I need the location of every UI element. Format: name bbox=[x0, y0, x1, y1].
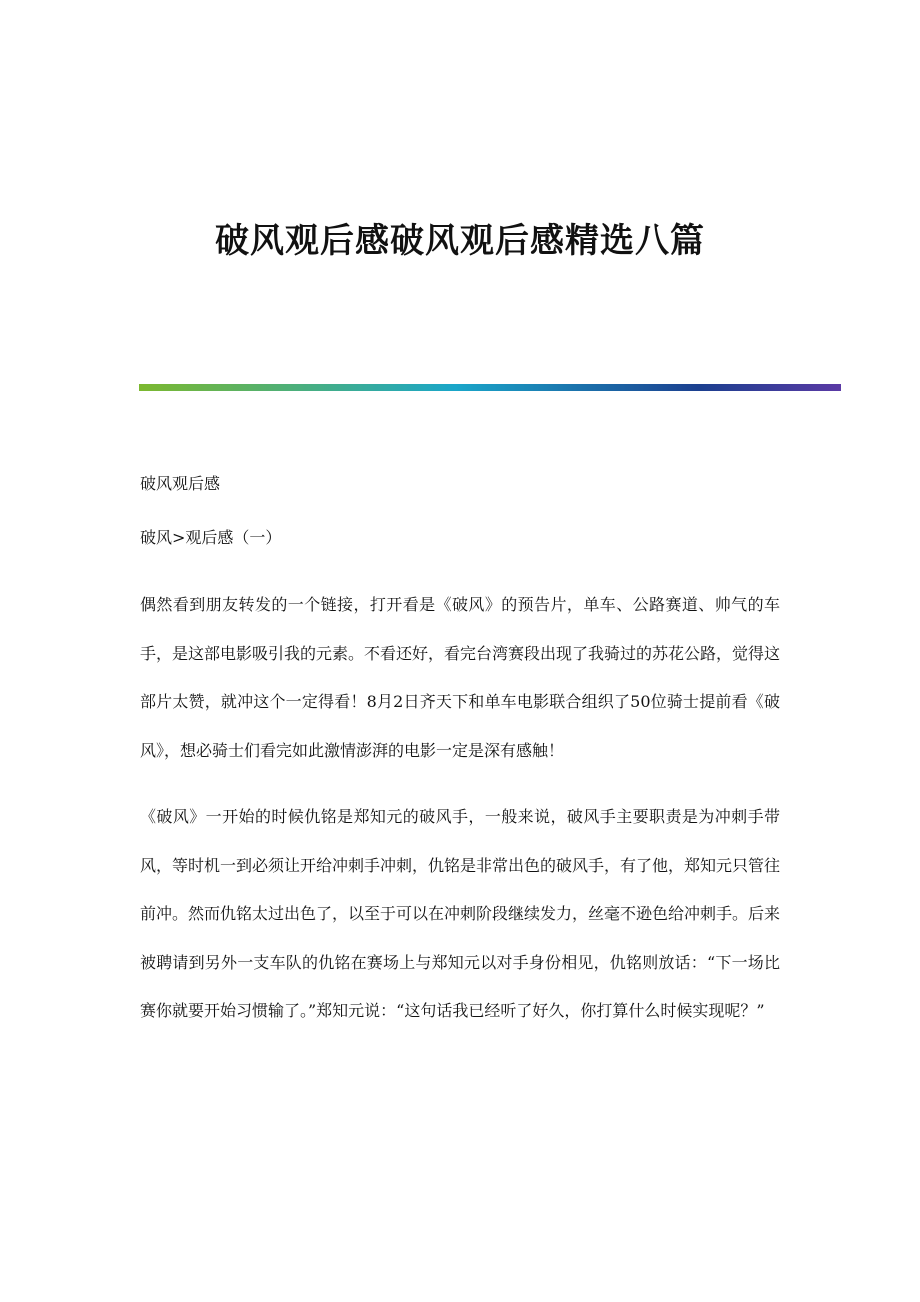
page-title: 破风观后感破风观后感精选八篇 bbox=[215, 221, 705, 261]
paragraph-1: 偶然看到朋友转发的一个链接，打开看是《破风》的预告片，单车、公路赛道、帅气的车手，是这部电影吸引我的元素。不看还好，看完台湾赛段出现了我骑过的苏花公路，觉得这部片太赞，就冲这个一定得看！8月2日齐天下和单车电影联合组织了50位骑士提前看《破风》，想必骑士们看完如此激情澎湃的电影一定是深有感触！ bbox=[140, 595, 781, 760]
sub-heading: 破风>观后感（一） bbox=[140, 528, 282, 547]
document-body bbox=[140, 469, 780, 1035]
section-heading: 破风观后感 bbox=[140, 474, 221, 493]
title-divider bbox=[139, 384, 841, 391]
paragraph-2: 《破风》一开始的时候仇铭是郑知元的破风手，一般来说，破风手主要职责是为冲刺手带风，等时机一到必须让开给冲刺手冲刺，仇铭是非常出色的破风手，有了他，郑知元只管往前冲。然而仇铭太过出色了，以至于可以在冲刺阶段继续发力，丝毫不逊色给冲刺手。后来被聘请到另外一支车队的仇铭在赛场上与郑知元以对手身份相见，仇铭则放话：“下一场比赛你就要开始习惯输了。”郑知元说：“这句话我已经听了好久，你打算什么时候实现呢？” bbox=[140, 807, 781, 1020]
